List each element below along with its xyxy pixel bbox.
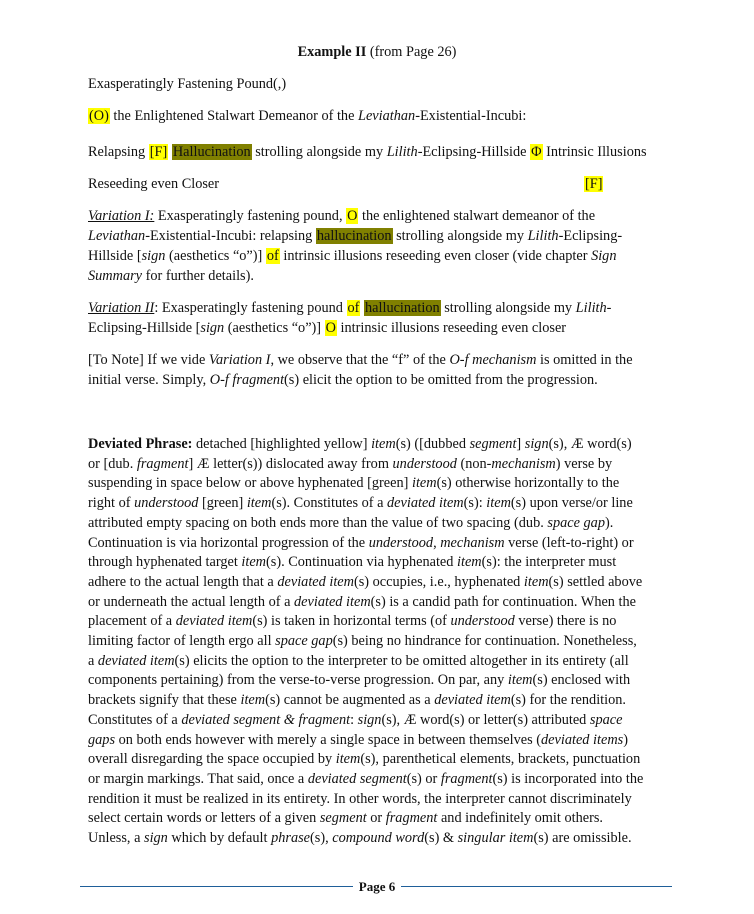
footer	[0, 879, 754, 895]
italic-text: sign	[141, 248, 166, 264]
text: [green]	[198, 495, 247, 512]
verse-line-3	[88, 142, 647, 162]
deviated-phrase-line	[88, 473, 619, 493]
deviated-phrase-line	[88, 808, 603, 828]
highlight-green: hallucination	[316, 228, 392, 244]
text: initial verse. Simply,	[88, 372, 210, 388]
highlight-yellow: of	[347, 300, 360, 316]
italic-text: space gap	[275, 633, 333, 649]
variation-1-line-4	[88, 266, 254, 286]
text: adhere to the actual length that a	[88, 573, 278, 590]
deviated-phrase-line	[88, 710, 622, 730]
text: or	[366, 810, 386, 827]
text: , we observe that the “f” of the	[270, 352, 450, 368]
italic-text: deviated item	[175, 613, 253, 630]
note-line-1	[88, 350, 633, 370]
italic-text: item	[507, 672, 533, 689]
text: (s). Continuation via hyphenated	[266, 554, 457, 571]
highlight-green: Hallucination	[172, 144, 251, 160]
text: (aesthetics “o”)]	[165, 248, 266, 264]
phi-sign-icon: Φ	[531, 144, 542, 160]
text: Unless, a	[88, 830, 144, 846]
italic-text: understood	[392, 455, 457, 472]
italic-text: item	[335, 751, 361, 768]
italic-text: deviated item	[294, 593, 371, 610]
deviated-phrase-line	[88, 611, 616, 631]
text: (s) occupies, i.e., hyphenated	[353, 573, 524, 590]
text: verse) there is no	[514, 613, 617, 630]
italic-text: deviated item	[277, 573, 354, 590]
text: [To Note] If we vide	[88, 352, 209, 368]
text: :	[350, 711, 358, 728]
verse-line-4-margin	[584, 174, 603, 194]
italic-text: fragment	[136, 455, 189, 472]
text: (s) ([dubbed	[395, 436, 470, 452]
text: ) verse by	[555, 455, 613, 472]
text: Constitutes of a	[88, 711, 182, 728]
italic-text: deviated segment	[307, 770, 407, 787]
verse-text: Exasperatingly Fastening Pound(,)	[88, 76, 287, 92]
highlight-green: hallucination	[365, 300, 440, 316]
text: the enlightened stalwart demeanor of the	[358, 208, 596, 224]
italic-text: sign	[357, 711, 382, 728]
italic-text: mechanism	[491, 455, 556, 472]
italic-text: O-f mechanism	[449, 352, 537, 368]
text: (s) cannot be augmented as a	[265, 692, 435, 709]
text: (s) are omissible.	[533, 830, 632, 846]
italic-text: item	[457, 554, 482, 571]
italic-text: space	[589, 711, 623, 728]
verse-text: Intrinsic Illusions	[542, 144, 647, 160]
deviated-phrase-line	[88, 749, 640, 769]
text: (s),	[310, 830, 333, 846]
text: )	[623, 731, 628, 748]
italic-text: gaps	[88, 731, 116, 748]
text: or underneath the actual length of a	[88, 593, 295, 610]
variation-1-line-2	[88, 226, 622, 246]
text: ,	[433, 534, 441, 551]
deviated-phrase-line	[88, 769, 643, 789]
italic-text: Lilith	[575, 300, 607, 316]
italic-text: sign	[524, 436, 549, 452]
text: (s) is incorporated into the	[492, 770, 644, 787]
text: -Eclipsing-	[558, 228, 623, 244]
text: overall disregarding the space occupied by	[88, 751, 336, 768]
deviated-phrase-line	[88, 533, 634, 553]
text: through hyphenated target	[88, 554, 242, 571]
highlight-yellow: of	[266, 248, 279, 264]
text: brackets signify that these	[88, 692, 241, 709]
highlight-yellow: [F]	[585, 176, 603, 192]
text: placement of a	[88, 613, 176, 630]
text: (s) or	[406, 770, 441, 787]
italic-text: deviated items	[541, 731, 624, 748]
text: ]	[516, 436, 525, 452]
text: (aesthetics “o”)]	[224, 320, 325, 336]
verse-text: -Existential-Incubi:	[415, 108, 527, 124]
text: (s) &	[424, 830, 458, 846]
italic-text: compound word	[332, 830, 425, 846]
italic-text: understood	[134, 495, 199, 512]
deviated-phrase-line	[88, 690, 626, 710]
deviated-phrase-line	[88, 592, 636, 612]
text: (s) elicit the option to be omitted from the progression.	[284, 372, 598, 388]
example-title-bold: Example II	[297, 44, 367, 60]
highlight-yellow: (O)	[89, 108, 109, 124]
text: Eclipsing-Hillside [	[88, 320, 201, 336]
text: attributed empty spacing on both ends more than the value of two spacing (dub.	[88, 514, 548, 531]
text: Hillside [	[88, 248, 142, 264]
text: (s) enclosed with	[532, 672, 631, 689]
verse-text: the Enlightened Stalwart Demeanor of the	[109, 108, 358, 124]
verse-text: Relapsing	[88, 144, 149, 160]
text: ).	[604, 514, 614, 531]
text: right of	[88, 495, 135, 512]
italic-text: fragment	[385, 810, 438, 827]
variation-2-line-1	[88, 298, 611, 318]
highlight-yellow: [F]	[149, 144, 168, 160]
text: on both ends however with merely a single space in between themselves (	[115, 731, 542, 748]
text: (s) for the rendition.	[510, 692, 626, 709]
verse-text: -Eclipsing-Hillside	[417, 144, 531, 160]
italic-text: Leviathan	[88, 228, 146, 244]
text: select certain words or letters of a given	[88, 810, 320, 827]
italic-text: deviated segment & fragment	[181, 711, 351, 728]
deviated-phrase-line	[88, 651, 629, 671]
text: (s), Æ word(s) or letter(s) attributed	[381, 711, 590, 728]
page-number: Page 6	[353, 879, 401, 894]
text: rendition it must be realized in its entirety. In other words, the interpreter cannot discriminately	[88, 790, 632, 807]
italic-text: item	[240, 692, 266, 709]
text: (s) is taken in horizontal terms (of	[252, 613, 451, 630]
italic-text: item	[411, 475, 437, 492]
text: (non-	[456, 455, 492, 472]
text: (s), parenthetical elements, brackets, punctuation	[360, 751, 641, 768]
deviated-phrase-line	[88, 789, 632, 809]
deviated-phrase-line	[88, 454, 612, 474]
text: detached [highlighted yellow]	[192, 436, 372, 452]
italic-text: Sign	[591, 248, 617, 264]
text: suspending in space below or above hyphenated [green]	[88, 475, 412, 492]
italic-text: fragment	[440, 770, 493, 787]
text: intrinsic illusions reseeding even closer (vide chapter	[279, 248, 592, 264]
deviated-phrase-line	[88, 493, 633, 513]
italic-text: item	[523, 573, 549, 590]
deviated-phrase-line	[88, 670, 630, 690]
text: (s):	[463, 495, 487, 512]
deviated-phrase-line	[88, 631, 637, 651]
italic-text: deviated item	[387, 495, 464, 512]
text: which by default	[167, 830, 272, 846]
text: (s): the interpreter must	[481, 554, 617, 571]
text: (s) is a candid path for continuation. When the	[370, 593, 637, 610]
text: -Existential-Incubi: relapsing	[145, 228, 316, 244]
deviated-phrase-line	[88, 513, 613, 533]
variation-2-label: Variation II	[88, 300, 155, 316]
italic-text: Variation I	[208, 352, 271, 368]
verse-text: Reseeding even Closer	[88, 176, 220, 192]
example-title	[0, 42, 754, 62]
variation-1-line-1	[88, 206, 595, 226]
note-line-2	[88, 370, 598, 390]
text: intrinsic illusions reseeding even closer	[336, 320, 567, 336]
text: (s) elicits the option to the interpreter to be omitted altogether in its entirety (all	[174, 652, 629, 669]
text: strolling alongside my	[392, 228, 528, 244]
text: Continuation is via horizontal progression of the	[88, 534, 369, 551]
text: strolling alongside my	[440, 300, 576, 316]
italic-text: deviated item	[434, 692, 511, 709]
italic-text: segment	[469, 436, 517, 452]
italic-text: understood	[450, 613, 515, 630]
italic-text: mechanism	[440, 534, 505, 551]
text: components pertaining) from the verse-to-verse progression. On par, any	[88, 672, 508, 689]
example-title-rest: (from Page 26)	[366, 44, 457, 60]
text: and indefinitely omit others.	[437, 810, 603, 827]
italic-text: O-f fragment	[209, 372, 285, 388]
text: for further details).	[142, 268, 254, 284]
text: (s) otherwise horizontally to the	[436, 475, 620, 492]
text: or [dub.	[88, 455, 137, 472]
variation-2-line-2	[88, 318, 566, 338]
highlight-yellow: O	[325, 320, 336, 336]
deviated-phrase-line	[88, 730, 628, 750]
italic-text: phrase	[271, 830, 310, 846]
text: a	[88, 652, 98, 669]
variation-1-line-3	[88, 246, 616, 266]
deviated-phrase-line	[88, 828, 632, 848]
italic-text: understood	[368, 534, 434, 551]
italic-text: Lilith	[527, 228, 559, 244]
deviated-phrase-line	[88, 572, 642, 592]
text: verse (left-to-right) or	[504, 534, 634, 551]
text: ] Æ letter(s)) dislocated away from	[188, 455, 393, 472]
verse-text: strolling alongside my	[251, 144, 387, 160]
verse-line-4	[88, 174, 219, 194]
deviated-phrase-line	[88, 434, 632, 454]
italic-text: deviated item	[97, 652, 175, 669]
text: (s). Constitutes of a	[271, 495, 388, 512]
text: (s) upon verse/or line	[510, 495, 633, 512]
italic-text: item	[246, 495, 272, 512]
text: limiting factor of length ergo all	[88, 633, 276, 649]
italic-text: segment	[319, 810, 367, 827]
term-heading: Deviated Phrase:	[88, 436, 193, 452]
italic-text: item	[371, 436, 396, 452]
verse-italic: Leviathan	[358, 108, 416, 124]
verse-line-1	[88, 74, 286, 94]
italic-text: item	[241, 554, 267, 571]
italic-text: item	[486, 495, 511, 512]
text: (s), Æ word(s)	[548, 436, 632, 452]
text: or margin markings. That said, once a	[88, 770, 308, 787]
text: : Exasperatingly fastening pound	[154, 300, 347, 316]
text: (s) settled above	[548, 573, 643, 590]
italic-text: sign	[144, 830, 168, 846]
verse-line-2	[88, 106, 526, 126]
text: Exasperatingly fastening pound,	[154, 208, 347, 224]
italic-text: sign	[200, 320, 225, 336]
italic-text: Summary	[88, 268, 143, 284]
verse-italic: Lilith	[386, 144, 418, 160]
deviated-phrase-line	[88, 552, 616, 572]
italic-text: space gap	[547, 514, 605, 531]
highlight-yellow: O	[347, 208, 358, 224]
italic-text: singular item	[457, 830, 534, 846]
text: is omitted in the	[536, 352, 633, 368]
variation-1-label: Variation I:	[88, 208, 155, 224]
text: (s) being no hindrance for continuation. Nonetheless,	[332, 633, 637, 649]
text: -	[606, 300, 612, 316]
